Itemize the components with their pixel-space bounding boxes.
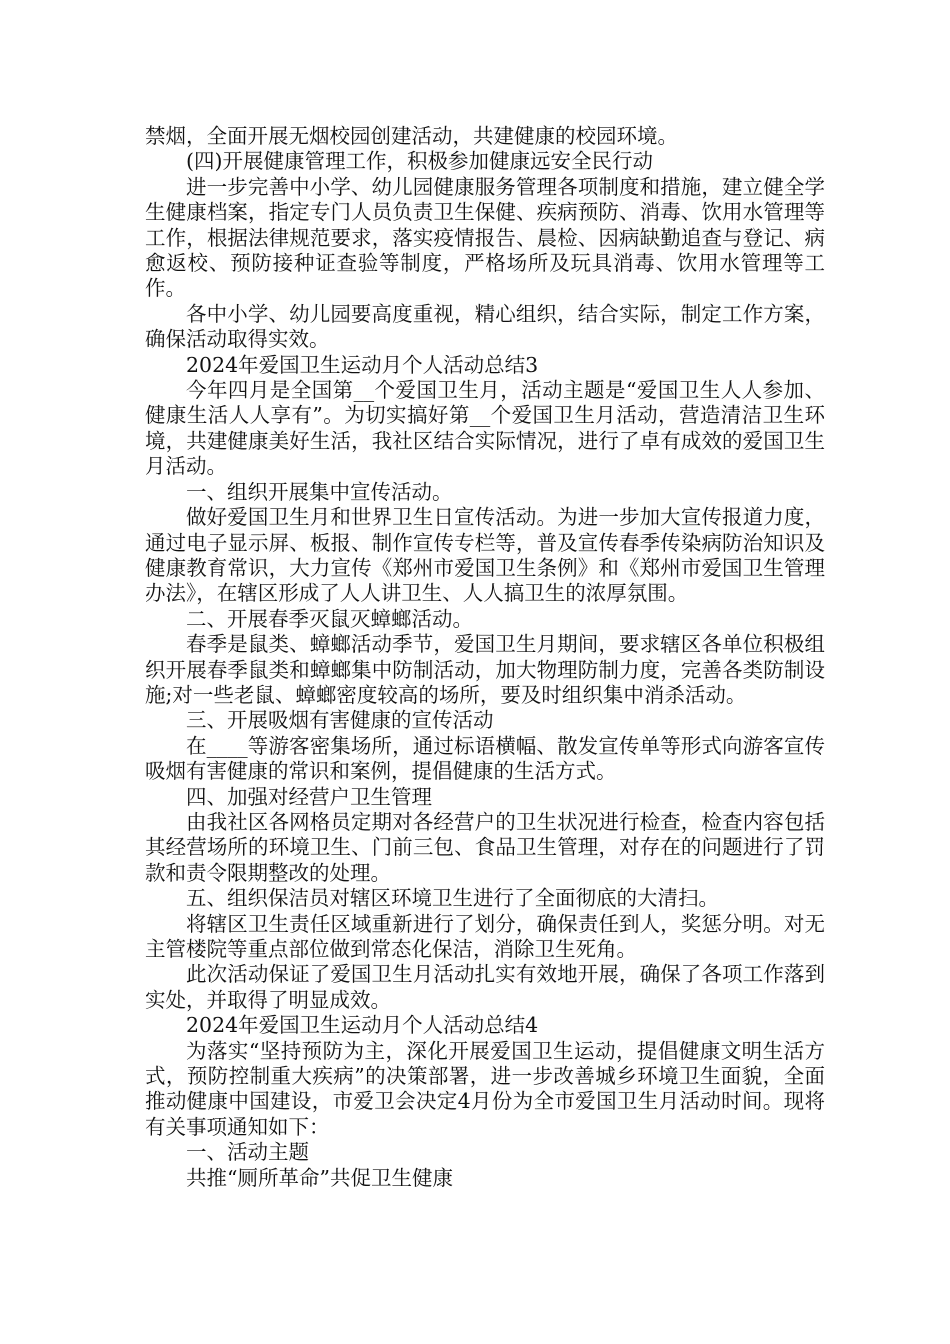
subheading-1: 一、组织开展集中宣传活动。	[186, 479, 453, 504]
subheading-activity-theme: 一、活动主题	[186, 1140, 309, 1165]
paragraph-6: 今年四月是全国第__个爱国卫生月，活动主题是“爱国卫生人人参加、健康生活人人享有”。为切实搞好第__个爱国卫生月活动，营造清洁卫生环境，共建健康美好生活，我社区结合实际情况，进行了卓有成效的爱国卫生月活动。	[145, 378, 825, 479]
paragraph-16: 将辖区卫生责任区域重新进行了划分，确保责任到人，奖惩分明。对无主管楼院等重点部位做到常态化保洁，消除卫生死角。	[145, 911, 825, 961]
section-heading-summary-3: 2024年爱国卫生运动月个人活动总结3	[186, 352, 539, 377]
subheading-4: 四、加强对经营户卫生管理	[186, 784, 432, 809]
paragraph-1: 禁烟，全面开展无烟校园创建活动，共建健康的校园环境。	[145, 124, 678, 148]
paragraph-12: 在____等游客密集场所，通过标语横幅、散发宣传单等形式向游客宣传吸烟有害健康的常识和案例，提倡健康的生活方式。	[145, 733, 825, 784]
paragraph-4: 各中小学、幼儿园要高度重视，精心组织，结合实际，制定工作方案，确保活动取得实效。	[145, 301, 825, 352]
subheading-2: 二、开展春季灭鼠灭蟑螂活动。	[186, 606, 473, 631]
paragraph-8: 做好爱国卫生月和世界卫生日宣传活动。为进一步加大宣传报道力度，通过电子显示屏、板报、制作宣传专栏等，普及宣传春季传染病防治知识及健康教育常识，大力宣传《郑州市爱国卫生条例》和《郑州市爱国卫生管理办法》，在辖区形成了人人讲卫生、人人搞卫生的浓厚氛围。	[145, 505, 825, 606]
subheading-3: 三、开展吸烟有害健康的宣传活动	[186, 708, 494, 733]
section-heading-summary-4: 2024年爱国卫生运动月个人活动总结4	[186, 1013, 539, 1038]
paragraph-21: 共推“厕所革命”共促卫生健康	[186, 1165, 453, 1190]
subheading-5: 五、组织保洁员对辖区环境卫生进行了全面彻底的大清扫。	[186, 886, 719, 911]
paragraph-3: 进一步完善中小学、幼儿园健康服务管理各项制度和措施，建立健全学生健康档案，指定专门人员负责卫生保健、疾病预防、消毒、饮用水管理等工作，根据法律规范要求，落实疫情报告、晨检、因病缺勤追查与登记、病愈返校、预防接种证查验等制度，严格场所及玩具消毒、饮用水管理等工作。	[145, 174, 825, 301]
document-page	[145, 124, 825, 1191]
paragraph-17: 此次活动保证了爱国卫生月活动扎实有效地开展，确保了各项工作落到实处，并取得了明显成效。	[145, 962, 825, 1012]
paragraph-10: 春季是鼠类、蟑螂活动季节，爱国卫生月期间，要求辖区各单位积极组织开展春季鼠类和蟑螂集中防制活动，加大物理防制力度，完善各类防制设施;对一些老鼠、蟑螂密度较高的场所，要及时组织集中消杀活动。	[145, 632, 825, 707]
paragraph-19: 为落实“坚持预防为主，深化开展爱国卫生运动，提倡健康文明生活方式，预防控制重大疾病”的决策部署，进一步改善城乡环境卫生面貌，全面推动健康中国建设，市爱卫会决定4月份为全市爱国卫生月活动时间。现将有关事项通知如下：	[145, 1038, 825, 1139]
paragraph-14: 由我社区各网格员定期对各经营户的卫生状况进行检查，检查内容包括其经营场所的环境卫生、门前三包、食品卫生管理，对存在的问题进行了罚款和责令限期整改的处理。	[145, 809, 825, 885]
paragraph-2: (四)开展健康管理工作，积极参加健康远安全民行动	[186, 149, 653, 174]
